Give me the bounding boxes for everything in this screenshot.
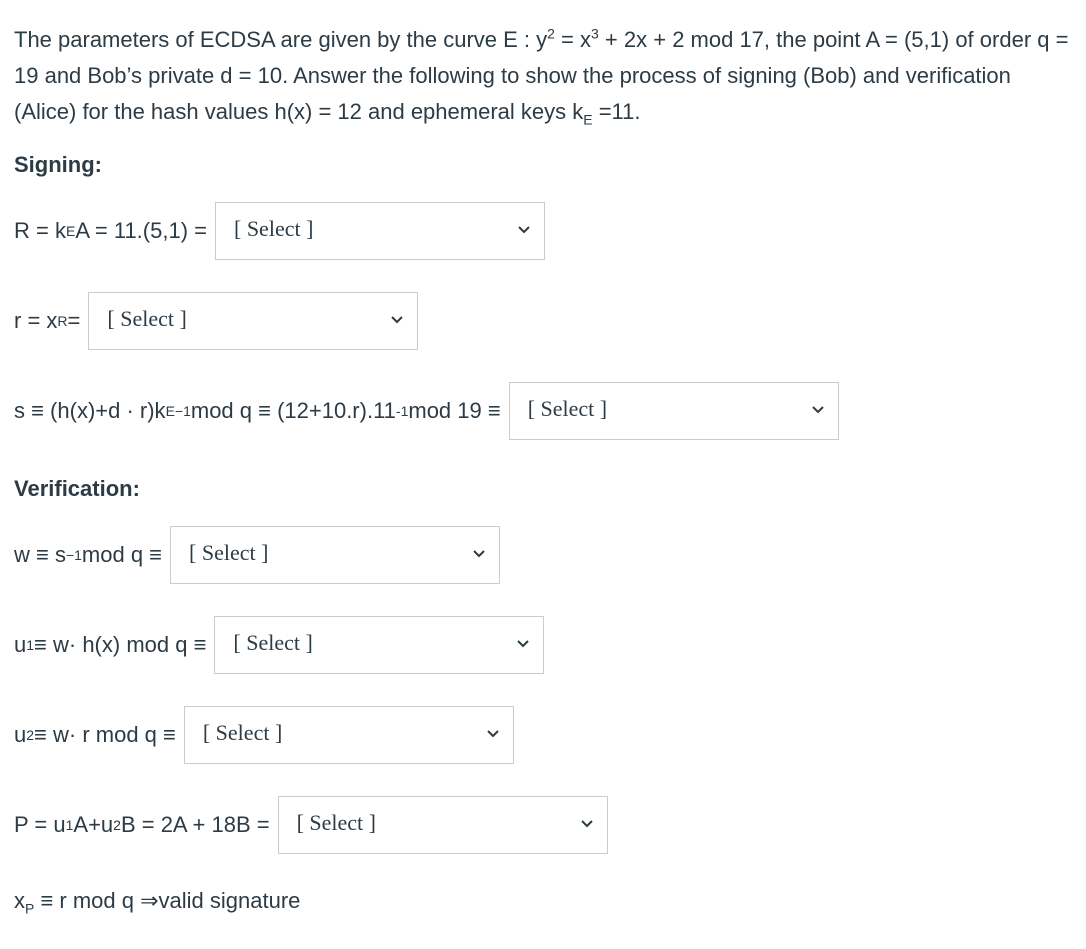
- row-P-text-a: P = u: [14, 812, 66, 837]
- final-text-b: ≡ r mod q ⇒valid signature: [34, 888, 301, 913]
- final-sub: P: [25, 900, 35, 917]
- select-u2-value: [ Select ]: [202, 720, 283, 745]
- row-r-text-b: =: [67, 308, 81, 333]
- row-P-text-b: A+u: [73, 812, 114, 837]
- row-s-text-b: mod q ≡ (12+10.r).11: [190, 398, 396, 423]
- row-R-text-b: A = 11.(5,1) =: [75, 218, 207, 243]
- select-r[interactable]: [88, 292, 418, 350]
- select-R[interactable]: [215, 202, 545, 260]
- problem-statement: [14, 22, 1074, 130]
- intro-text-3: + 2x + 2 mod 17, the point A = (5,1) of order q = 19 and Bob’s private d = 10. Answer the following to show the process of signing (Bob) and verification (Alice) for the hash values h(x) = 12 and ephemeral keys k: [14, 27, 1069, 124]
- final-text-a: x: [14, 888, 25, 913]
- row-w-text-a: w ≡ s: [14, 542, 66, 567]
- intro-text-1: The parameters of ECDSA are given by the curve E : y: [14, 27, 548, 52]
- row-u2: u 2 ≡ w· r mod q ≡ [ Select ]: [14, 706, 514, 764]
- select-u1-value: [ Select ]: [233, 630, 313, 655]
- select-u1[interactable]: [214, 616, 544, 674]
- select-P[interactable]: [278, 796, 608, 854]
- row-s-text-c: mod 19 ≡: [408, 398, 501, 423]
- row-u1: u 1 ≡ w· h(x) mod q ≡ [ Select ]: [14, 616, 544, 674]
- chevron-down-icon: [485, 725, 501, 741]
- chevron-down-icon: [579, 815, 595, 831]
- final-check: [14, 888, 301, 917]
- row-P-text-c: B = 2A + 18B =: [120, 812, 270, 837]
- chevron-down-icon: [389, 311, 405, 327]
- row-R: R = k E A = 11.(5,1) = [ Select ]: [14, 202, 545, 260]
- signing-heading: Signing:: [14, 152, 102, 177]
- select-r-value: [ Select ]: [107, 306, 187, 331]
- select-w[interactable]: [170, 526, 500, 584]
- row-u2-text-b: ≡ w· r mod q ≡: [34, 722, 176, 747]
- chevron-down-icon: [471, 545, 487, 561]
- row-u1-text-a: u: [14, 632, 27, 657]
- chevron-down-icon: [810, 401, 826, 417]
- row-R-text-a: R = k: [14, 218, 66, 243]
- intro-sub-1: E: [583, 111, 593, 128]
- intro-sup-2: 3: [591, 25, 599, 42]
- row-s-text-a: s ≡ (h(x)+d · r)k: [14, 398, 166, 423]
- intro-text-4: =11.: [592, 99, 641, 124]
- row-u1-text-b: ≡ w· h(x) mod q ≡: [34, 632, 207, 657]
- select-R-value: [ Select ]: [234, 216, 314, 241]
- row-w-text-b: mod q ≡: [81, 542, 163, 567]
- verification-heading: Verification:: [14, 476, 140, 501]
- select-s[interactable]: [509, 382, 839, 440]
- select-P-value: [ Select ]: [296, 810, 376, 835]
- chevron-down-icon: [516, 221, 532, 237]
- row-r-text-a: r = x: [14, 308, 58, 333]
- select-u2[interactable]: [184, 706, 514, 764]
- row-w: w ≡ s −1 mod q ≡ [ Select ]: [14, 526, 500, 584]
- select-s-value: [ Select ]: [527, 396, 608, 421]
- intro-sup-1: 2: [547, 25, 555, 42]
- intro-text-2: = x: [554, 27, 592, 52]
- chevron-down-icon: [515, 635, 531, 651]
- row-s: s ≡ (h(x)+d · r)k E −1 mod q ≡ (12+10.r).11 -1 mod 19 ≡ [ Select ]: [14, 382, 839, 440]
- select-w-value: [ Select ]: [189, 540, 269, 565]
- row-r: r = x R = [ Select ]: [14, 292, 418, 350]
- row-u2-text-a: u: [14, 722, 27, 747]
- row-P: P = u 1 A+u 2 B = 2A + 18B = [ Select ]: [14, 796, 608, 854]
